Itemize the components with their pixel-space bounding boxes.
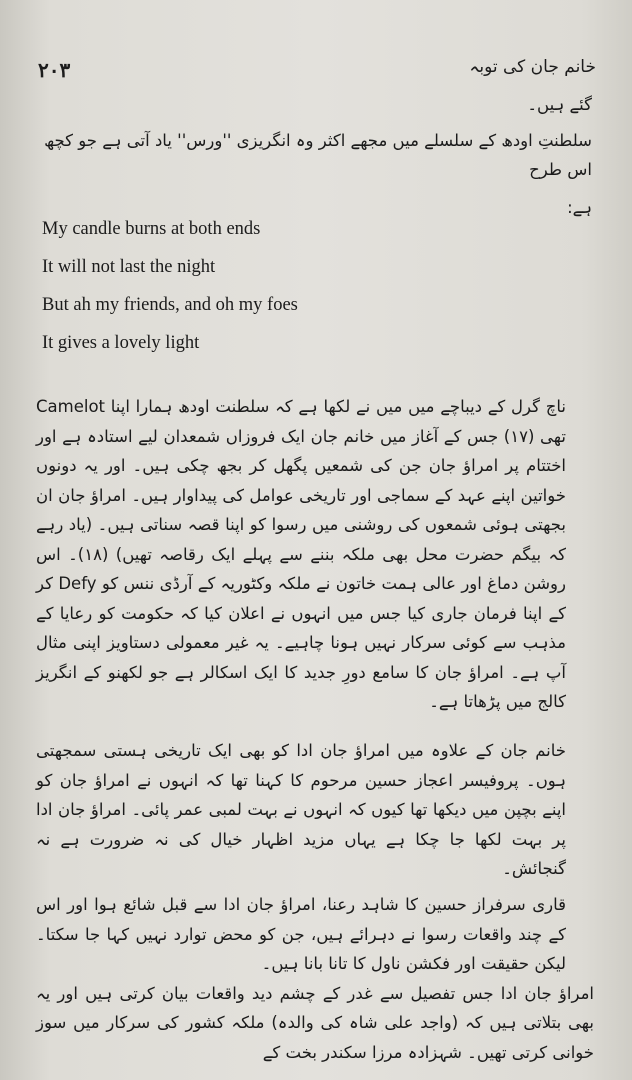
- paragraph-text: خانم جان کے علاوہ میں امراؤ جان ادا کو بھی ایک تاریخی ہستی سمجھتی ہوں۔ پروفیسر اعجاز حسین مرحوم کا کہنا تھا کہ انہوں نے امراؤ جان کو اپنے بچپن میں دیکھا تھا کیوں کہ انہوں نے بہت لمبی عمر پائی۔ امراؤ جان ادا پر بہت لکھا جا چکا ہے یہاں مزید اظہار خیال کی نہ ضرورت ہے نہ گنجائش۔: [36, 741, 566, 878]
- paragraph-text: قاری سرفراز حسین کا شاہد رعنا، امراؤ جان ادا سے قبل شائع ہوا اور اس کے چند واقعات رسوا نے دہرائے ہیں، جن کو محض توارد نہیں کہا جا سکتا۔ لیکن حقیقت اور فکشن ناول کا تانا بانا ہیں۔: [36, 895, 566, 973]
- poem-line: It will not last the night: [42, 257, 216, 277]
- poem-line: It gives a lovely light: [42, 333, 200, 353]
- poem-line: My candle burns at both ends: [42, 219, 261, 239]
- paragraph-shahid-rana: [36, 890, 594, 1067]
- page-number: ۲۰۳: [38, 58, 71, 82]
- intro-line-1: گئے ہیں۔: [527, 95, 592, 114]
- paragraph-text-continued: امراؤ جان ادا جس تفصیل سے غدر کے چشم دید واقعات بیان کرتی ہیں اور یہ بھی بتلاتی ہیں کہ (واجد علی شاہ کی والدہ) ملکہ کشور کی سرکار میں سوز خوانی کرتی تھیں۔ شہزادہ مرزا سکندر بخت کے: [36, 983, 594, 1062]
- intro-line-3: ہے:: [567, 197, 592, 217]
- intro-line-2: سلطنتِ اودھ کے سلسلے میں مجھے اکثر وہ انگریزی ''ورس'' یاد آتی ہے جو کچھ اس طرح: [44, 130, 592, 179]
- paragraph-umrao-jan: [36, 736, 594, 884]
- poem-line: But ah my friends, and oh my foes: [42, 295, 298, 315]
- page-header: [30, 56, 602, 86]
- english-poem: [42, 210, 298, 362]
- intro-block: [36, 90, 592, 222]
- running-title: خانم جان کی توبہ: [469, 57, 596, 77]
- paragraph-camelot: [36, 392, 594, 717]
- paragraph-text: ناچ گرل کے دیباچے میں میں نے لکھا ہے کہ سلطنت اودھ ہمارا اپنا Camelot تھی (۱۷) جس کے آغاز میں خانم جان ایک فروزاں شمعدان لیے استادہ ہے اور اختتام پر امراؤ جان جن کی شمعیں پگھل کر بجھ چکی ہیں۔ اور یہ دونوں خواتین اپنے عہد کے سماجی اور تاریخی عوامل کی پیداوار ہیں۔ امراؤ جان ان بجھتی ہوئی شمعوں کی روشنی میں رسوا کو اپنا قصہ سناتی ہیں۔ (یاد رہے کہ بیگم حضرت محل بھی ملکہ بننے سے پہلے ایک رقاصہ تھیں) (۱۸)۔ اس روشن دماغ اور عالی ہمت خاتون نے ملکہ وکٹوریہ کے آرڈی ننس کو Defy کر کے اپنا فرمان جاری کیا جس میں انہوں نے اعلان کیا کہ حکومت کو رعایا کے مذہب سے کوئی سرکار نہیں ہونا چاہیے۔ یہ غیر معمولی دستاویز اپنی مثال آپ ہے۔ امراؤ جان کا سامع دورِ جدید کا ایک اسکالر ہے جو لکھنو کے انگریز کالج میں پڑھاتا ہے۔: [36, 397, 567, 711]
